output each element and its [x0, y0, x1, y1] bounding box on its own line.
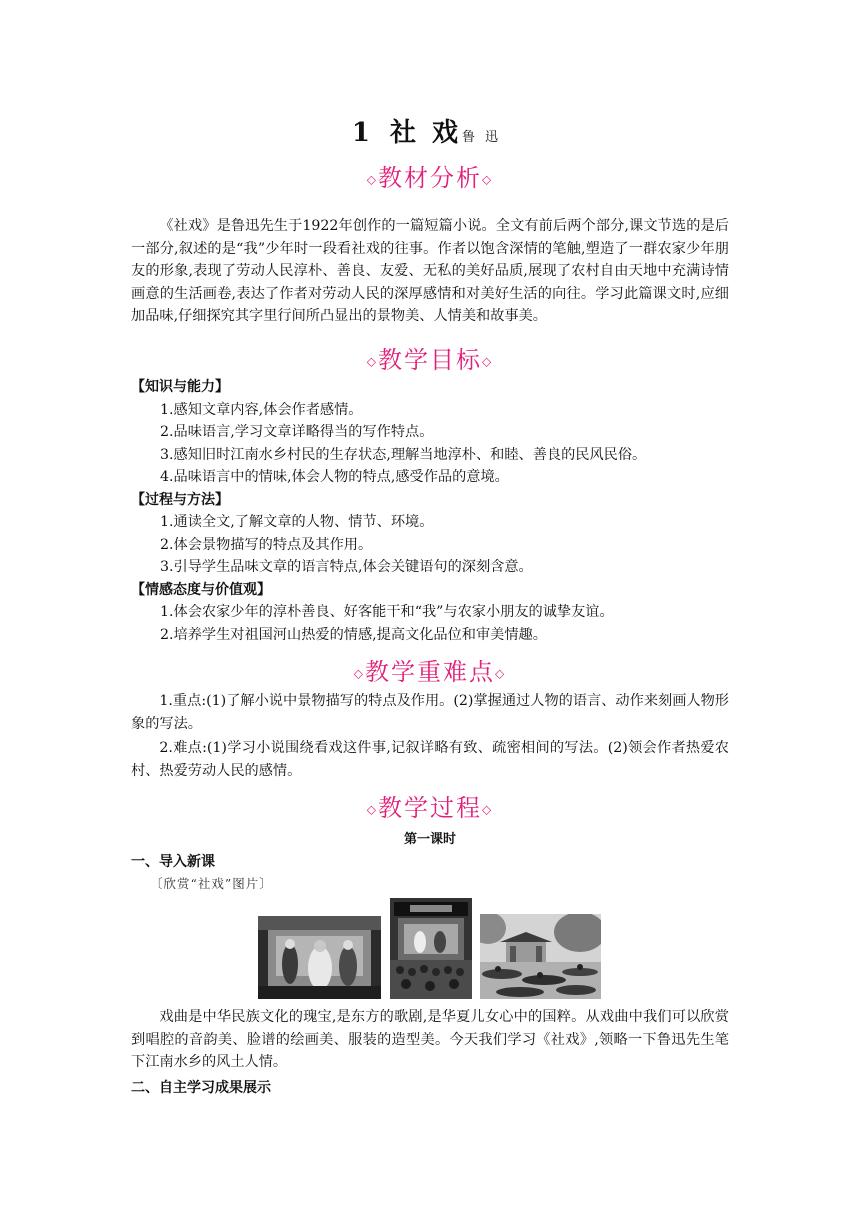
- goal-item: 3.感知旧时江南水乡村民的生存状态,理解当地淳朴、和睦、善良的民风民俗。: [160, 447, 647, 463]
- diamond-icon: ◇: [366, 354, 378, 369]
- section-heading-text: 教学目标: [378, 346, 482, 374]
- intro-paragraph: 戏曲是中华民族文化的瑰宝,是东方的歌剧,是华夏儿女心中的国粹。从戏曲中我们可以欣赏到唱腔的音韵美、脸谱的绘画美、服装的造型美。今天我们学习《社戏》,领略一下鲁迅先生笔下江南水乡的风土人情。: [131, 1009, 729, 1070]
- goal-item: 3.引导学生品味文章的语言特点,体会关键语句的深刻含意。: [160, 559, 533, 575]
- goal-item: 1.通读全文,了解文章的人物、情节、环境。: [160, 514, 434, 530]
- section-heading-key-points: [0, 652, 860, 687]
- section-heading-text: 教材分析: [378, 164, 482, 192]
- title-char-1: 社: [390, 118, 419, 148]
- author-name: 鲁迅: [462, 130, 509, 145]
- opera-stage-photo: [258, 916, 381, 999]
- goal-item: 2.培养学生对祖国河山热爱的情感,提高文化品位和审美情趣。: [160, 627, 547, 643]
- picture-note: 〔欣赏“社戏”图片〕: [150, 876, 273, 891]
- key-point-1: 1.重点:(1)了解小说中景物描写的特点及作用。(2)掌握通过人物的语言、动作来刻画人物形象的写法。: [131, 693, 729, 732]
- lesson-period: 第一课时: [403, 832, 456, 847]
- section-heading-process: [0, 788, 860, 823]
- key-point-2: 2.难点:(1)学习小说围绕看戏这件事,记叙详略有致、疏密相间的写法。(2)领会作者热爱农村、热爱劳动人民的感情。: [131, 740, 729, 779]
- section-heading-text: 教学重难点: [365, 658, 495, 686]
- goal-group-heading: 【情感态度与价值观】: [131, 582, 271, 598]
- diamond-icon: ◇: [495, 666, 507, 681]
- goal-item: 2.体会景物描写的特点及其作用。: [160, 537, 373, 553]
- diamond-icon: ◇: [366, 802, 378, 817]
- water-town-photo: [480, 914, 601, 999]
- goal-item: 1.感知文章内容,体会作者感情。: [160, 402, 363, 418]
- analysis-paragraph: 《社戏》是鲁迅先生于1922年创作的一篇短篇小说。全文有前后两个部分,课文节选的是后一部分,叙述的是“我”少年时一段看社戏的往事。作者以饱含深情的笔触,塑造了一群农家少年朋友的形象,表现了劳动人民淳朴、善良、友爱、无私的美好品质,展现了农村自由天地中充满诗情画意的生活画卷,表达了作者对劳动人民的深厚感情和对美好生活的向往。学习此篇课文时,应细加品味,仔细探究其字里行间所凸显出的景物美、人情美和故事美。: [131, 218, 729, 324]
- diamond-icon: ◇: [482, 354, 494, 369]
- section-heading-goals: [0, 340, 860, 375]
- lesson-number: 1: [351, 118, 373, 148]
- section-heading-analysis: [0, 158, 860, 193]
- lesson-title: [0, 112, 860, 149]
- diamond-icon: ◇: [353, 666, 365, 681]
- diamond-icon: ◇: [482, 802, 494, 817]
- village-theatre-photo: [390, 898, 472, 999]
- step-heading: 二、自主学习成果展示: [131, 1080, 271, 1096]
- section-heading-text: 教学过程: [378, 794, 482, 822]
- goal-group-heading: 【知识与能力】: [131, 379, 229, 395]
- diamond-icon: ◇: [366, 172, 378, 187]
- goal-item: 1.体会农家少年的淳朴善良、好客能干和“我”与农家小朋友的诚挚友谊。: [160, 604, 614, 620]
- diamond-icon: ◇: [482, 172, 494, 187]
- goal-item: 2.品味语言,学习文章详略得当的写作特点。: [160, 424, 434, 440]
- title-char-2: 戏: [432, 118, 461, 148]
- goal-group-heading: 【过程与方法】: [131, 492, 229, 508]
- step-heading: 一、导入新课: [131, 854, 215, 870]
- goal-item: 4.品味语言中的情味,体会人物的特点,感受作品的意境。: [160, 469, 509, 485]
